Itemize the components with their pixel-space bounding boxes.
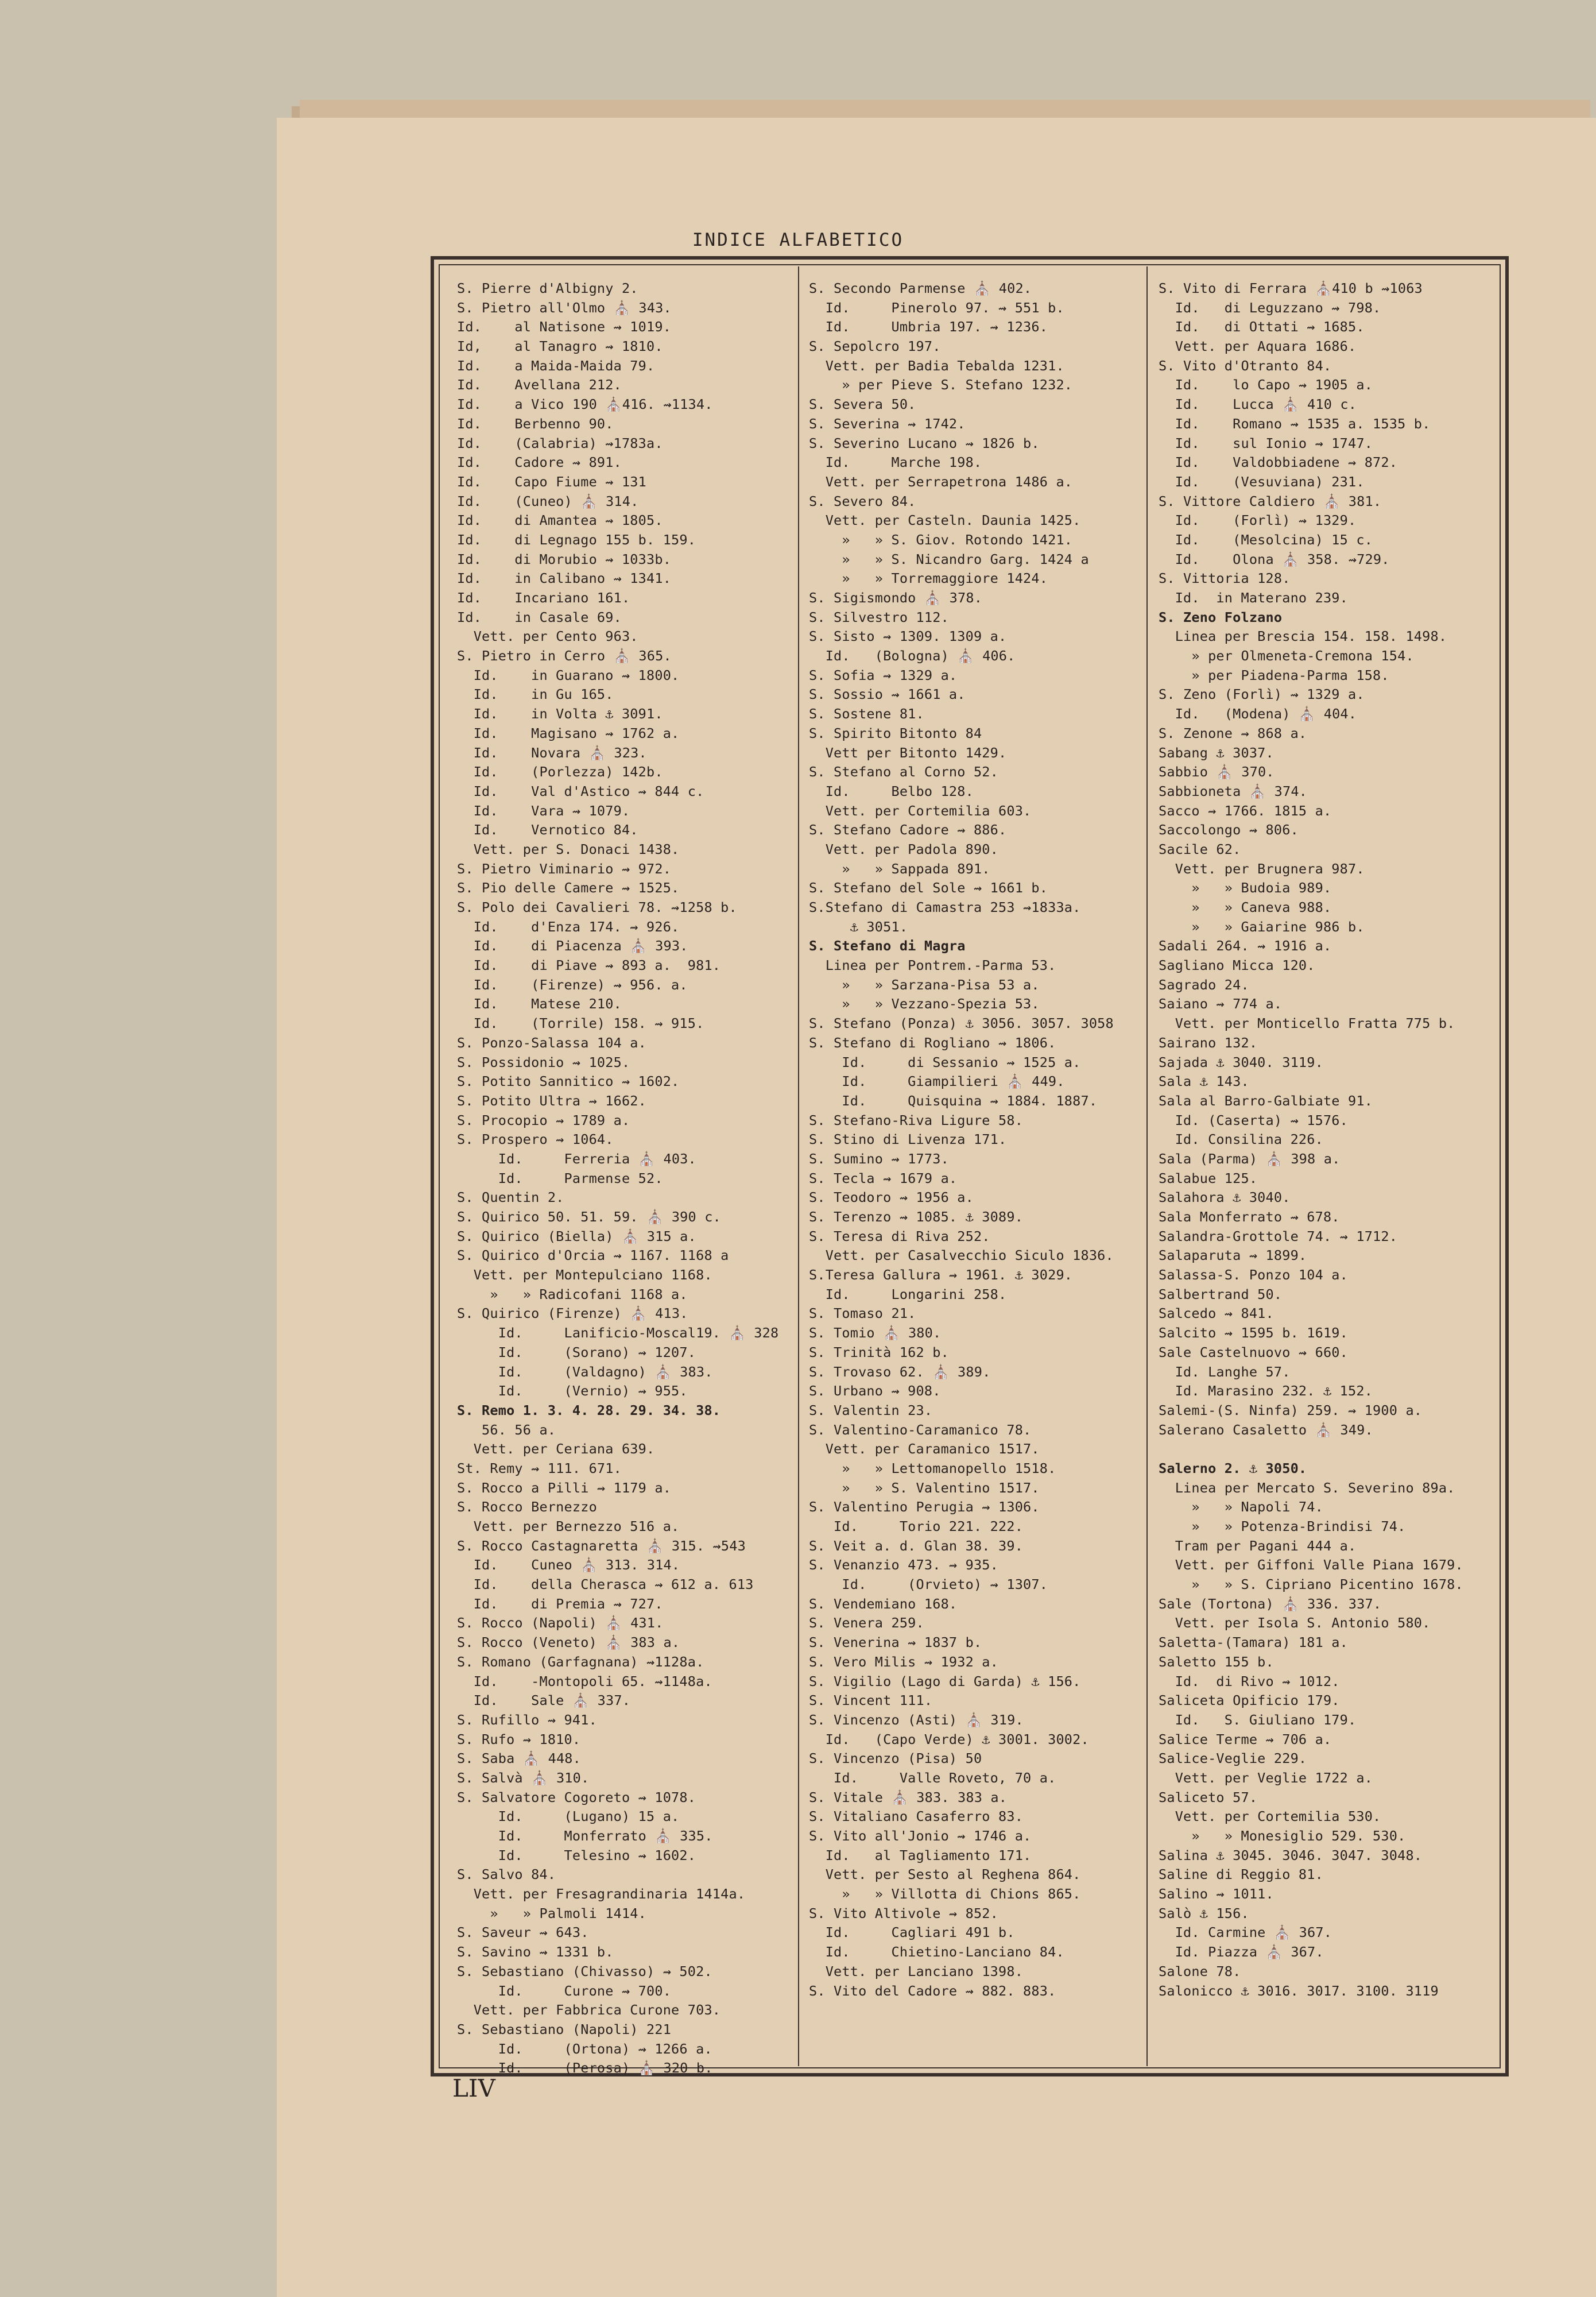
index-entry: Id. (Capo Verde) ⚓ 3001. 3002.: [809, 1731, 1089, 1747]
index-entry: S. Prospero ⇝ 1064.: [457, 1131, 614, 1148]
index-entry: Salcedo ⇝ 841.: [1159, 1305, 1274, 1322]
index-entry: Id. (Sorano) ⇝ 1207.: [457, 1344, 696, 1360]
index-entry: Id. in Gu 165.: [457, 686, 614, 703]
index-entry: S. Vito del Cadore ⇝ 882. 883.: [809, 1982, 1056, 1999]
index-entry: Saline di Reggio 81.: [1159, 1866, 1323, 1883]
index-entry: » » S. Cipriano Picentino 1678.: [1159, 1576, 1463, 1593]
index-entry: Sabang ⚓ 3037.: [1159, 744, 1274, 761]
index-entry: Vett. per Serrapetrona 1486 a.: [809, 473, 1073, 490]
index-entry: » » Monesiglio 529. 530.: [1159, 1828, 1406, 1844]
index-entry: Vett. per Aquara 1686.: [1159, 338, 1357, 355]
index-entry: Salice-Veglie 229.: [1159, 1750, 1307, 1767]
index-entry: S. Polo dei Cavalieri 78. ⇝1258 b.: [457, 899, 737, 915]
index-entry: S. Stefano (Ponza) ⚓ 3056. 3057. 3058: [809, 1015, 1114, 1032]
index-entry: Id. di Piave ⇝ 893 a. 981.: [457, 957, 721, 974]
index-entry: Vett. per Lanciano 1398.: [809, 1963, 1024, 1979]
index-entry: Id. di Leguzzano ⇝ 798.: [1159, 299, 1381, 316]
index-entry: S. Vendemiano 168.: [809, 1595, 958, 1612]
index-entry: S. Pietro all'Olmo ⛪ 343.: [457, 299, 672, 316]
index-entry: S. Salvatore Cogoreto ⇝ 1078.: [457, 1789, 696, 1805]
index-entry: Vett. per Sesto al Reghena 864.: [809, 1866, 1081, 1883]
index-entry: » per Pieve S. Stefano 1232.: [809, 377, 1073, 393]
index-entry: S. Remo 1. 3. 4. 28. 29. 34. 38.: [457, 1402, 721, 1418]
index-entry: S. Tecla ⇝ 1679 a.: [809, 1170, 958, 1186]
index-entry: S. Rufo ⇝ 1810.: [457, 1731, 581, 1747]
index-entry: Id. (Ortona) ⇝ 1266 a.: [457, 2040, 712, 2057]
index-entry: S.Stefano di Camastra 253 ⇝1833a.: [809, 899, 1081, 915]
index-entry: Vett. per Bernezzo 516 a.: [457, 1518, 680, 1534]
index-entry: S. Stefano-Riva Ligure 58.: [809, 1112, 1024, 1128]
index-entry: S. Quentin 2.: [457, 1189, 564, 1206]
index-entry: Vett. per Fresagrandinaria 1414a.: [457, 1886, 746, 1902]
index-entry: Vett. per Badia Tebalda 1231.: [809, 357, 1064, 374]
index-entry: S. Vincenzo (Asti) ⛪ 319.: [809, 1711, 1024, 1728]
index-entry: S. Vito di Ferrara ⛪410 b ⇝1063: [1159, 280, 1423, 296]
index-entry: Vett. per Cortemilia 530.: [1159, 1808, 1381, 1825]
index-entry: Id. (Forlì) ⇝ 1329.: [1159, 512, 1357, 529]
index-entry: » » S. Giov. Rotondo 1421.: [809, 531, 1073, 548]
index-entry: S. Trovaso 62. ⛪ 389.: [809, 1363, 991, 1380]
index-entry: » » Sarzana-Pisa 53 a.: [809, 976, 1040, 993]
index-entry: Id. Cadore ⇝ 891.: [457, 454, 622, 471]
index-entry: S. Urbano ⇝ 908.: [809, 1383, 941, 1399]
index-entry: Sairano 132.: [1159, 1034, 1258, 1051]
index-entry: Sagliano Micca 120.: [1159, 957, 1315, 974]
index-entry: S. Potito Sannitico ⇝ 1602.: [457, 1073, 680, 1090]
index-entry: S. Rocco a Pilli ⇝ 1179 a.: [457, 1479, 672, 1496]
index-entry: S. Savino ⇝ 1331 b.: [457, 1944, 614, 1960]
index-entry: » » Potenza-Brindisi 74.: [1159, 1518, 1406, 1534]
column-divider: [798, 266, 799, 2066]
index-entry: Saliceto 57.: [1159, 1789, 1258, 1805]
index-entry: » » Caneva 988.: [1159, 899, 1332, 915]
index-entry: Sagrado 24.: [1159, 976, 1249, 993]
index-entry: S. Rocco Castagnaretta ⛪ 315. ⇝543: [457, 1537, 746, 1554]
index-entry: Id. Romano ⇝ 1535 a. 1535 b.: [1159, 415, 1431, 432]
index-entry: Id. Cagliari 491 b.: [809, 1924, 1015, 1941]
index-entry: Vett. per Cortemilia 603.: [809, 802, 1032, 819]
index-entry: S. Severo 84.: [809, 493, 916, 509]
index-entry: S. Zeno (Forlì) ⇝ 1329 a.: [1159, 686, 1365, 703]
index-entry: Sadali 264. ⇝ 1916 a.: [1159, 938, 1332, 954]
index-entry: S. Sisto ⇝ 1309. 1309 a.: [809, 628, 1007, 645]
index-entry: S. Venanzio 473. ⇝ 935.: [809, 1557, 999, 1573]
index-entry: Id. di Rivo ⇝ 1012.: [1159, 1673, 1340, 1689]
index-entry: Vett. per Fabbrica Curone 703.: [457, 2002, 721, 2018]
index-entry: 56. 56 a.: [457, 1421, 556, 1438]
index-entry: Id. della Cherasca ⇝ 612 a. 613: [457, 1576, 754, 1593]
index-entry: Vett. per Ceriana 639.: [457, 1441, 655, 1457]
index-entry: Saliceta Opificio 179.: [1159, 1692, 1340, 1709]
index-entry: S. Vitaliano Casaferro 83.: [809, 1808, 1024, 1825]
column-divider: [1146, 266, 1148, 2066]
index-entry: S. Rocco (Napoli) ⛪ 431.: [457, 1615, 664, 1631]
index-entry: Id. Giampilieri ⛪ 449.: [809, 1073, 1065, 1090]
index-entry: Id. Capo Fiume ⇝ 131: [457, 473, 647, 490]
index-entry: S. Vigilio (Lago di Garda) ⚓ 156.: [809, 1673, 1081, 1689]
index-entry: S. Quirico (Firenze) ⛪ 413.: [457, 1305, 688, 1322]
index-entry: Id. Monferrato ⛪ 335.: [457, 1828, 713, 1844]
index-entry: S. Rocco Bernezzo: [457, 1499, 597, 1515]
index-entry: Salaparuta ⇝ 1899.: [1159, 1247, 1307, 1264]
index-entry: S. Vito Altivole ⇝ 852.: [809, 1905, 999, 1921]
index-entry: S. Stefano di Magra: [809, 938, 966, 954]
index-entry: Id. di Ottati ⇝ 1685.: [1159, 319, 1365, 335]
index-entry: Id. -Montopoli 65. ⇝1148a.: [457, 1673, 712, 1689]
index-entry: S. Teodoro ⇝ 1956 a.: [809, 1189, 974, 1206]
index-entry: S. Venerina ⇝ 1837 b.: [809, 1634, 982, 1651]
index-entry: Id. Torio 221. 222.: [809, 1518, 1024, 1534]
index-entry: Sala Monferrato ⇝ 678.: [1159, 1209, 1340, 1225]
index-entry: Id. (Vernio) ⇝ 955.: [457, 1383, 688, 1399]
index-entry: Id. Magisano ⇝ 1762 a.: [457, 725, 680, 741]
index-entry: S. Secondo Parmense ⛪ 402.: [809, 280, 1032, 296]
index-entry: Saletta-(Tamara) 181 a.: [1159, 1634, 1349, 1651]
index-entry: Id. lo Capo ⇝ 1905 a.: [1159, 377, 1373, 393]
index-entry: S. Salvo 84.: [457, 1866, 556, 1883]
index-entry: Id. Telesino ⇝ 1602.: [457, 1847, 696, 1863]
index-entry: [1159, 1440, 1497, 1459]
index-entry: Id. a Vico 190 ⛪416. ⇝1134.: [457, 396, 713, 413]
index-entry: S. Sostene 81.: [809, 706, 924, 722]
index-entry: Id. di Amantea ⇝ 1805.: [457, 512, 663, 529]
index-entry: Id. (Orvieto) ⇝ 1307.: [809, 1576, 1048, 1593]
index-entry: S. Pietro in Cerro ⛪ 365.: [457, 648, 672, 664]
index-entry: Vett. per Giffoni Valle Piana 1679.: [1159, 1557, 1463, 1573]
index-entry: Salassa-S. Ponzo 104 a.: [1159, 1267, 1349, 1283]
index-entry: Sabbio ⛪ 370.: [1159, 764, 1275, 780]
index-entry: Salerano Casaletto ⛪ 349.: [1159, 1421, 1373, 1438]
index-entry: Vett. per Isola S. Antonio 580.: [1159, 1615, 1431, 1631]
index-entry: Id. S. Giuliano 179.: [1159, 1711, 1357, 1728]
index-entry: Vett. per Casteln. Daunia 1425.: [809, 512, 1081, 529]
index-entry: Vett. per Veglie 1722 a.: [1159, 1769, 1373, 1786]
index-entry: Id. di Legnago 155 b. 159.: [457, 531, 696, 548]
index-entry: Id. (Lugano) 15 a.: [457, 1808, 680, 1825]
index-entry: Id. al Natisone ⇝ 1019.: [457, 319, 672, 335]
index-entry: » » Budoia 989.: [1159, 880, 1332, 896]
index-entry: S. Saveur ⇝ 643.: [457, 1924, 589, 1941]
index-entry: S. Saba ⛪ 448.: [457, 1750, 581, 1767]
index-entry: S. Valentino Perugia ⇝ 1306.: [809, 1499, 1040, 1515]
index-column-2: [809, 279, 1142, 2001]
index-entry: » » Palmoli 1414.: [457, 1905, 647, 1921]
index-entry: S. Stefano Cadore ⇝ 886.: [809, 822, 1007, 838]
index-entry: Salone 78.: [1159, 1963, 1241, 1979]
index-entry: Saccolongo ⇝ 806.: [1159, 822, 1299, 838]
index-entry: Id. sul Ionio ⇝ 1747.: [1159, 435, 1373, 451]
index-entry: S. Vito all'Jonio ⇝ 1746 a.: [809, 1828, 1032, 1844]
index-entry: S. Severina ⇝ 1742.: [809, 415, 966, 432]
index-entry: Id. (Firenze) ⇝ 956. a.: [457, 976, 688, 993]
index-entry: Id. d'Enza 174. ⇝ 926.: [457, 918, 680, 935]
index-entry: Linea per Pontrem.-Parma 53.: [809, 957, 1056, 974]
index-entry: Id. (Valdagno) ⛪ 383.: [457, 1363, 713, 1380]
index-entry: Id. (Perosa) ⛪ 320 b.: [457, 2060, 713, 2076]
index-entry: Id. (Porlezza) 142b.: [457, 764, 663, 780]
index-entry: Id. Quisquina ⇝ 1884. 1887.: [809, 1092, 1098, 1109]
index-entry: S. Vero Milis ⇝ 1932 a.: [809, 1653, 999, 1670]
index-entry: » per Olmeneta-Cremona 154.: [1159, 648, 1414, 664]
index-entry: Sale (Tortona) ⛪ 336. 337.: [1159, 1595, 1382, 1612]
index-entry: » » S. Nicandro Garg. 1424 a: [809, 551, 1089, 567]
index-entry: Sale Castelnuovo ⇝ 660.: [1159, 1344, 1349, 1360]
index-entry: S. Sofia ⇝ 1329 a.: [809, 667, 958, 683]
index-entry: Id. (Caserta) ⇝ 1576.: [1159, 1112, 1349, 1128]
index-column-3: [1159, 279, 1497, 2001]
index-column-1: [457, 279, 790, 2078]
index-entry: Sala ⚓ 143.: [1159, 1073, 1249, 1090]
index-entry: Id. di Piacenza ⛪ 393.: [457, 938, 688, 954]
index-entry: S. Pierre d'Albigny 2.: [457, 280, 638, 296]
index-entry: Id. Cuneo ⛪ 313. 314.: [457, 1557, 680, 1573]
index-entry: Linea per Brescia 154. 158. 1498.: [1159, 628, 1447, 645]
index-entry: Id. di Sessanio ⇝ 1525 a.: [809, 1054, 1081, 1070]
index-entry: Id. Parmense 52.: [457, 1170, 663, 1186]
index-entry: S. Pio delle Camere ⇝ 1525.: [457, 880, 680, 896]
page-header: INDICE ALFABETICO: [692, 230, 904, 250]
index-entry: S. Stefano al Corno 52.: [809, 764, 999, 780]
index-entry: Id. a Maida-Maida 79.: [457, 357, 655, 374]
index-entry: Id. Marasino 232. ⚓ 152.: [1159, 1383, 1373, 1399]
index-entry: S. Vittoria 128.: [1159, 570, 1291, 587]
index-entry: S. Venera 259.: [809, 1615, 924, 1631]
index-entry: Id. Langhe 57.: [1159, 1363, 1291, 1380]
index-entry: S. Silvestro 112.: [809, 609, 949, 625]
index-entry: » » Gaiarine 986 b.: [1159, 918, 1365, 935]
index-entry: » » Sappada 891.: [809, 860, 990, 877]
index-entry: Id, al Tanagro ⇝ 1810.: [457, 338, 663, 355]
index-entry: Salahora ⚓ 3040.: [1159, 1189, 1291, 1206]
index-entry: Id. in Calibano ⇝ 1341.: [457, 570, 672, 587]
index-entry: Id. Lucca ⛪ 410 c.: [1159, 396, 1357, 413]
index-entry: S. Procopio ⇝ 1789 a.: [457, 1112, 630, 1128]
index-entry: S. Teresa di Riva 252.: [809, 1228, 990, 1244]
index-entry: Id. Matese 210.: [457, 996, 622, 1012]
index-entry: Linea per Mercato S. Severino 89a.: [1159, 1479, 1455, 1496]
index-entry: Saiano ⇝ 774 a.: [1159, 996, 1283, 1012]
index-entry: S. Trinità 162 b.: [809, 1344, 949, 1360]
index-entry: Id. Lanificio-Moscal19. ⛪ 328: [457, 1325, 779, 1341]
index-entry: Salemi-(S. Ninfa) 259. ⇝ 1900 a.: [1159, 1402, 1423, 1418]
index-entry: Salino ⇝ 1011.: [1159, 1886, 1274, 1902]
index-entry: S. Severa 50.: [809, 396, 916, 413]
index-entry: » » Torremaggiore 1424.: [809, 570, 1048, 587]
index-entry: Vett. per S. Donaci 1438.: [457, 841, 680, 857]
index-entry: Id. Sale ⛪ 337.: [457, 1692, 631, 1709]
index-entry: » » Lettomanopello 1518.: [809, 1460, 1056, 1476]
index-entry: » » Villotta di Chions 865.: [809, 1886, 1081, 1902]
index-entry: Sala al Barro-Galbiate 91.: [1159, 1092, 1373, 1109]
index-entry: Id. Longarini 258.: [809, 1286, 1007, 1302]
index-entry: Tram per Pagani 444 a.: [1159, 1537, 1357, 1554]
index-entry: Id. in Volta ⚓ 3091.: [457, 706, 663, 722]
index-entry: Id. Berbenno 90.: [457, 415, 614, 432]
index-entry: S. Sossio ⇝ 1661 a.: [809, 686, 966, 703]
index-entry: S.Teresa Gallura ⇝ 1961. ⚓ 3029.: [809, 1267, 1073, 1283]
index-entry: S. Vitale ⛪ 383. 383 a.: [809, 1789, 1008, 1805]
index-entry: St. Remy ⇝ 111. 671.: [457, 1460, 622, 1476]
index-entry: Sajada ⚓ 3040. 3119.: [1159, 1054, 1323, 1070]
index-entry: Vett. per Cento 963.: [457, 628, 638, 645]
index-entry: Sabbioneta ⛪ 374.: [1159, 783, 1308, 799]
index-entry: Id. (Calabria) ⇝1783a.: [457, 435, 663, 451]
index-entry: S. Rocco (Veneto) ⛪ 383 a.: [457, 1634, 680, 1651]
index-entry: Id. Avellana 212.: [457, 377, 622, 393]
index-entry: S. Stino di Livenza 171.: [809, 1131, 1007, 1148]
index-entry: S. Valentino-Caramanico 78.: [809, 1421, 1032, 1438]
index-entry: S. Rufillo ⇝ 941.: [457, 1711, 597, 1728]
index-entry: S. Zenone ⇝ 868 a.: [1159, 725, 1307, 741]
index-entry: Id. Curone ⇝ 700.: [457, 1982, 672, 1999]
index-entry: Id. (Vesuviana) 231.: [1159, 473, 1365, 490]
index-entry: Id. di Premia ⇝ 727.: [457, 1595, 663, 1612]
index-entry: Id. Piazza ⛪ 367.: [1159, 1944, 1324, 1960]
index-entry: Id. (Mesolcina) 15 c.: [1159, 531, 1373, 548]
index-entry: S. Severino Lucano ⇝ 1826 b.: [809, 435, 1040, 451]
index-entry: S. Tomio ⛪ 380.: [809, 1325, 942, 1341]
index-entry: S. Terenzo ⇝ 1085. ⚓ 3089.: [809, 1209, 1024, 1225]
index-entry: Id. in Materano 239.: [1159, 590, 1349, 606]
index-entry: Salbertrand 50.: [1159, 1286, 1283, 1302]
index-entry: S. Zeno Folzano: [1159, 609, 1283, 625]
index-entry: Salice Terme ⇝ 706 a.: [1159, 1731, 1332, 1747]
index-entry: S. Stefano del Sole ⇝ 1661 b.: [809, 880, 1048, 896]
index-entry: Id. Valdobbiadene ⇝ 872.: [1159, 454, 1398, 471]
index-entry: Id. Belbo 128.: [809, 783, 974, 799]
index-entry: Vett. per Casalvecchio Siculo 1836.: [809, 1247, 1114, 1264]
index-entry: S. Possidonio ⇝ 1025.: [457, 1054, 630, 1070]
index-entry: Id. Vernotico 84.: [457, 822, 638, 838]
index-entry: Sacco ⇝ 1766. 1815 a.: [1159, 802, 1332, 819]
index-entry: S. Quirico (Biella) ⛪ 315 a.: [457, 1228, 696, 1244]
index-entry: S. Quirico 50. 51. 59. ⛪ 390 c.: [457, 1209, 721, 1225]
index-entry: Id. Val d'Astico ⇝ 844 c.: [457, 783, 704, 799]
index-entry: S. Ponzo-Salassa 104 a.: [457, 1034, 647, 1051]
index-entry: S. Vincent 111.: [809, 1692, 933, 1709]
index-entry: S. Valentin 23.: [809, 1402, 933, 1418]
index-entry: Id. Carmine ⛪ 367.: [1159, 1924, 1332, 1941]
index-entry: Salcito ⇝ 1595 b. 1619.: [1159, 1325, 1349, 1341]
index-entry: S. Vito d'Otranto 84.: [1159, 357, 1332, 374]
index-entry: S. Quirico d'Orcia ⇝ 1167. 1168 a: [457, 1247, 729, 1264]
index-entry: Id. Marche 198.: [809, 454, 982, 471]
index-entry: Vett. per Montepulciano 1168.: [457, 1267, 712, 1283]
index-entry: Sala (Parma) ⛪ 398 a.: [1159, 1150, 1341, 1167]
index-entry: Id. in Guarano ⇝ 1800.: [457, 667, 680, 683]
index-entry: Id. Consilina 226.: [1159, 1131, 1323, 1148]
index-entry: S. Sumino ⇝ 1773.: [809, 1150, 949, 1167]
index-entry: Id. in Casale 69.: [457, 609, 622, 625]
index-entry: Salò ⚓ 156.: [1159, 1905, 1249, 1921]
index-entry: S. Sebastiano (Chivasso) ⇝ 502.: [457, 1963, 712, 1979]
index-entry: » » Radicofani 1168 a.: [457, 1286, 688, 1302]
index-entry: Salandra-Grottole 74. ⇝ 1712.: [1159, 1228, 1398, 1244]
index-entry: Id. Novara ⛪ 323.: [457, 744, 647, 761]
index-entry: Vett. per Brugnera 987.: [1159, 860, 1365, 877]
index-entry: Id. (Torrile) 158. ⇝ 915.: [457, 1015, 704, 1032]
index-entry: S. Veit a. d. Glan 38. 39.: [809, 1537, 1024, 1554]
index-entry: Vett. per Padola 890.: [809, 841, 999, 857]
index-entry: Vett. per Monticello Fratta 775 b.: [1159, 1015, 1455, 1032]
index-entry: Id. (Modena) ⛪ 404.: [1159, 706, 1357, 722]
index-entry: Vett. per Caramanico 1517.: [809, 1441, 1040, 1457]
index-entry: Id. al Tagliamento 171.: [809, 1847, 1032, 1863]
index-entry: S. Stefano di Rogliano ⇝ 1806.: [809, 1034, 1056, 1051]
index-entry: Id. Valle Roveto, 70 a.: [809, 1769, 1056, 1786]
index-entry: Id. Ferreria ⛪ 403.: [457, 1150, 696, 1167]
index-entry: Id. Pinerolo 97. ⇝ 551 b.: [809, 299, 1064, 316]
index-entry: Saletto 155 b.: [1159, 1653, 1274, 1670]
index-entry: Sacile 62.: [1159, 841, 1241, 857]
index-entry: Id. Incariano 161.: [457, 590, 630, 606]
index-entry: » » S. Valentino 1517.: [809, 1479, 1040, 1496]
index-entry: S. Potito Ultra ⇝ 1662.: [457, 1092, 647, 1109]
index-entry: Id. Umbria 197. ⇝ 1236.: [809, 319, 1048, 335]
index-entry: Id. (Cuneo) ⛪ 314.: [457, 493, 639, 509]
index-entry: Salerno 2. ⚓ 3050.: [1159, 1460, 1307, 1476]
index-entry: Id. Vara ⇝ 1079.: [457, 802, 630, 819]
index-entry: Salina ⚓ 3045. 3046. 3047. 3048.: [1159, 1847, 1423, 1863]
index-entry: ⚓ 3051.: [809, 918, 908, 935]
index-entry: S. Pietro Viminario ⇝ 972.: [457, 860, 672, 877]
page-number: LIV: [452, 2074, 495, 2102]
index-entry: Vett per Bitonto 1429.: [809, 744, 1007, 761]
index-entry: Id. Chietino-Lanciano 84.: [809, 1944, 1064, 1960]
index-entry: Id. Olona ⛪ 358. ⇝729.: [1159, 551, 1390, 567]
index-entry: Id. di Morubio ⇝ 1033b.: [457, 551, 672, 567]
index-entry: S. Sebastiano (Napoli) 221: [457, 2021, 672, 2037]
index-entry: S. Spirito Bitonto 84: [809, 725, 982, 741]
index-entry: » » Napoli 74.: [1159, 1499, 1323, 1515]
index-entry: S. Vittore Caldiero ⛪ 381.: [1159, 493, 1382, 509]
index-entry: Salonicco ⚓ 3016. 3017. 3100. 3119: [1159, 1982, 1439, 1999]
index-entry: Id. (Bologna) ⛪ 406.: [809, 648, 1016, 664]
index-entry: S. Romano (Garfagnana) ⇝1128a.: [457, 1653, 704, 1670]
index-entry: S. Tomaso 21.: [809, 1305, 916, 1322]
index-entry: S. Sigismondo ⛪ 378.: [809, 590, 983, 606]
index-entry: » per Piadena-Parma 158.: [1159, 667, 1389, 683]
index-entry: » » Vezzano-Spezia 53.: [809, 996, 1040, 1012]
index-entry: S. Sepolcro 197.: [809, 338, 941, 355]
index-entry: S. Vincenzo (Pisa) 50: [809, 1750, 982, 1767]
index-entry: S. Salvà ⛪ 310.: [457, 1769, 590, 1786]
index-entry: Salabue 125.: [1159, 1170, 1258, 1186]
